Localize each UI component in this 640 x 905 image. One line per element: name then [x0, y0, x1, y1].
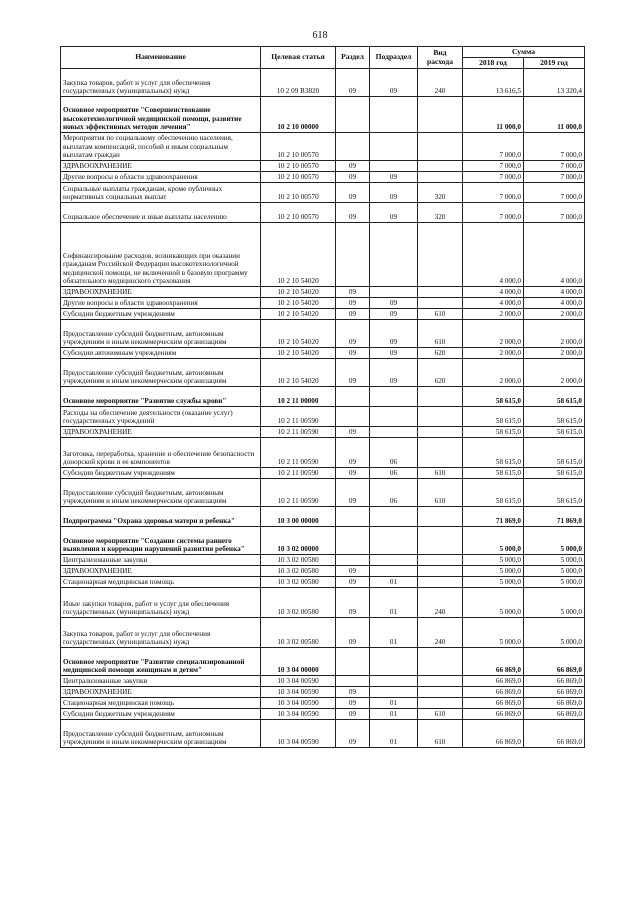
row-name: Субсидии бюджетным учреждениям — [61, 709, 261, 720]
row-section: 09 — [336, 287, 370, 298]
table-row — [61, 698, 585, 709]
row-type — [418, 298, 463, 309]
table-row — [61, 507, 585, 527]
row-target: 10 2 10 54020 — [261, 309, 336, 320]
row-section: 09 — [336, 479, 370, 507]
row-target: 10 3 04 00590 — [261, 698, 336, 709]
row-target: 10 3 02 00000 — [261, 527, 336, 555]
row-value-2018: 4 000,0 — [463, 298, 524, 309]
row-name: Социальное обеспечение и иные выплаты населению — [61, 203, 261, 223]
table-row — [61, 309, 585, 320]
row-type — [418, 698, 463, 709]
header-sum: Сумма — [463, 47, 585, 58]
row-name: Основное мероприятие "Развитие службы крови" — [61, 387, 261, 407]
row-target: 10 2 10 00570 — [261, 203, 336, 223]
row-subsection — [370, 287, 418, 298]
row-type: 610 — [418, 720, 463, 748]
row-target: 10 3 04 00590 — [261, 676, 336, 687]
row-subsection: 09 — [370, 183, 418, 203]
row-name: Закупка товаров, работ и услуг для обеспечения государственных (муниципальных) нужд — [61, 618, 261, 648]
row-value-2019: 7 000,0 — [524, 172, 585, 183]
row-target: 10 3 02 00580 — [261, 618, 336, 648]
row-name: Другие вопросы в области здравоохранения — [61, 172, 261, 183]
row-subsection — [370, 507, 418, 527]
row-value-2019: 58 615,0 — [524, 407, 585, 427]
row-subsection: 09 — [370, 348, 418, 359]
row-target: 10 3 02 00580 — [261, 577, 336, 588]
row-value-2019: 58 615,0 — [524, 387, 585, 407]
row-type — [418, 97, 463, 133]
row-section — [336, 507, 370, 527]
row-name: Стационарная медицинская помощь — [61, 577, 261, 588]
row-value-2019: 2 000,0 — [524, 348, 585, 359]
row-target: 10 3 04 00000 — [261, 648, 336, 676]
row-type — [418, 577, 463, 588]
row-value-2019: 5 000,0 — [524, 555, 585, 566]
row-subsection: 09 — [370, 298, 418, 309]
row-type — [418, 438, 463, 468]
row-section — [336, 387, 370, 407]
table-row — [61, 407, 585, 427]
row-section: 09 — [336, 687, 370, 698]
row-name: ЗДРАВООХРАНЕНИЕ — [61, 687, 261, 698]
row-value-2018: 58 615,0 — [463, 427, 524, 438]
row-target: 10 2 11 00590 — [261, 407, 336, 427]
row-subsection — [370, 566, 418, 577]
row-value-2018: 66 869,0 — [463, 648, 524, 676]
row-type — [418, 648, 463, 676]
table-row — [61, 223, 585, 287]
row-value-2018: 5 000,0 — [463, 555, 524, 566]
row-type: 620 — [418, 359, 463, 387]
row-value-2019: 71 869,0 — [524, 507, 585, 527]
row-value-2019: 2 000,0 — [524, 359, 585, 387]
row-subsection — [370, 648, 418, 676]
table-row — [61, 298, 585, 309]
row-target: 10 2 11 00000 — [261, 387, 336, 407]
row-type: 610 — [418, 309, 463, 320]
row-type — [418, 527, 463, 555]
row-value-2018: 58 615,0 — [463, 468, 524, 479]
row-subsection: 01 — [370, 698, 418, 709]
row-name: Заготовка, переработка, хранение и обеспечение безопасности донорской крови и ее компонентов — [61, 438, 261, 468]
row-value-2019: 5 000,0 — [524, 588, 585, 618]
row-subsection: 01 — [370, 709, 418, 720]
row-value-2019: 2 000,0 — [524, 309, 585, 320]
row-name: Субсидии автономным учреждениям — [61, 348, 261, 359]
row-section: 09 — [336, 161, 370, 172]
table-row — [61, 97, 585, 133]
row-value-2019: 66 869,0 — [524, 676, 585, 687]
table-row — [61, 676, 585, 687]
row-subsection: 01 — [370, 720, 418, 748]
row-name: Расходы на обеспечение деятельности (оказание услуг) государственных учреждений — [61, 407, 261, 427]
row-subsection — [370, 527, 418, 555]
row-value-2018: 66 869,0 — [463, 687, 524, 698]
row-name: Социальные выплаты гражданам, кроме публичных нормативных социальных выплат — [61, 183, 261, 203]
row-section — [336, 97, 370, 133]
row-value-2018: 66 869,0 — [463, 709, 524, 720]
row-value-2018: 11 000,0 — [463, 97, 524, 133]
row-value-2018: 5 000,0 — [463, 577, 524, 588]
table-row — [61, 527, 585, 555]
row-name: Софинансирование расходов, возникающих при оказании гражданам Российской Федерации высокотехнологичной медицинской помощи, не включенной в базовую программу обязательного медицинского страхования — [61, 223, 261, 287]
row-section: 09 — [336, 172, 370, 183]
row-value-2018: 5 000,0 — [463, 566, 524, 577]
row-type: 320 — [418, 183, 463, 203]
table-body — [61, 69, 585, 748]
row-section — [336, 676, 370, 687]
table-row — [61, 720, 585, 748]
row-value-2018: 2 000,0 — [463, 359, 524, 387]
table-row — [61, 161, 585, 172]
row-section: 09 — [336, 618, 370, 648]
row-value-2018: 7 000,0 — [463, 172, 524, 183]
row-value-2018: 66 869,0 — [463, 676, 524, 687]
row-section: 09 — [336, 359, 370, 387]
row-value-2019: 13 320,4 — [524, 69, 585, 97]
row-subsection: 01 — [370, 588, 418, 618]
header-name: Наименование — [61, 47, 261, 69]
row-type — [418, 407, 463, 427]
row-value-2018: 58 615,0 — [463, 438, 524, 468]
row-subsection: 09 — [370, 309, 418, 320]
row-type — [418, 133, 463, 161]
row-target: 10 2 10 54020 — [261, 298, 336, 309]
row-subsection: 09 — [370, 320, 418, 348]
table-row — [61, 427, 585, 438]
page-number: 618 — [312, 30, 328, 41]
row-subsection — [370, 687, 418, 698]
row-value-2018: 66 869,0 — [463, 698, 524, 709]
table-row — [61, 172, 585, 183]
header-type: Вид расхода — [418, 47, 463, 69]
table-row — [61, 577, 585, 588]
row-section — [336, 527, 370, 555]
row-name: Субсидии бюджетным учреждениям — [61, 468, 261, 479]
row-value-2018: 4 000,0 — [463, 287, 524, 298]
row-subsection: 01 — [370, 577, 418, 588]
row-name: Стационарная медицинская помощь — [61, 698, 261, 709]
table-row — [61, 468, 585, 479]
table-row — [61, 479, 585, 507]
row-subsection: 09 — [370, 69, 418, 97]
row-type: 620 — [418, 348, 463, 359]
row-subsection: 09 — [370, 172, 418, 183]
row-name: Основное мероприятие "Совершенствование высокотехнологичной медицинской помощи, развитие новых эффективных методов лечения" — [61, 97, 261, 133]
table-row — [61, 555, 585, 566]
table-row — [61, 648, 585, 676]
row-name: Предоставление субсидий бюджетным, автономным учреждениям и иным некоммерческим организациям — [61, 479, 261, 507]
row-value-2018: 5 000,0 — [463, 618, 524, 648]
row-value-2019: 66 869,0 — [524, 687, 585, 698]
row-subsection — [370, 427, 418, 438]
row-subsection — [370, 676, 418, 687]
row-value-2018: 7 000,0 — [463, 203, 524, 223]
row-type — [418, 566, 463, 577]
row-value-2019: 66 869,0 — [524, 720, 585, 748]
table-header — [61, 47, 585, 69]
table-row — [61, 287, 585, 298]
row-target: 10 2 10 00570 — [261, 133, 336, 161]
row-target: 10 2 09 R3820 — [261, 69, 336, 97]
row-value-2018: 13 616,5 — [463, 69, 524, 97]
row-value-2018: 7 000,0 — [463, 183, 524, 203]
row-value-2019: 7 000,0 — [524, 161, 585, 172]
row-target: 10 3 02 00580 — [261, 588, 336, 618]
row-type — [418, 555, 463, 566]
row-type — [418, 507, 463, 527]
row-target: 10 2 10 00570 — [261, 172, 336, 183]
row-name: Централизованные закупки — [61, 676, 261, 687]
row-value-2018: 66 869,0 — [463, 720, 524, 748]
header-subsection: Подраздел — [370, 47, 418, 69]
table-row — [61, 438, 585, 468]
row-type — [418, 676, 463, 687]
row-value-2019: 4 000,0 — [524, 223, 585, 287]
table-row — [61, 687, 585, 698]
row-value-2018: 2 000,0 — [463, 348, 524, 359]
row-subsection — [370, 161, 418, 172]
row-type — [418, 387, 463, 407]
row-section: 09 — [336, 348, 370, 359]
row-name: Основное мероприятие "Создание системы раннего выявления и коррекции нарушений развития ребенка" — [61, 527, 261, 555]
row-section — [336, 133, 370, 161]
row-type — [418, 161, 463, 172]
table-row — [61, 387, 585, 407]
row-type — [418, 427, 463, 438]
row-type: 610 — [418, 479, 463, 507]
row-value-2019: 5 000,0 — [524, 527, 585, 555]
row-target: 10 2 10 54020 — [261, 348, 336, 359]
row-target: 10 3 04 00590 — [261, 720, 336, 748]
row-subsection: 06 — [370, 479, 418, 507]
row-value-2019: 58 615,0 — [524, 438, 585, 468]
row-section: 09 — [336, 709, 370, 720]
row-value-2018: 5 000,0 — [463, 527, 524, 555]
row-target: 10 3 04 00590 — [261, 687, 336, 698]
row-target: 10 2 10 54020 — [261, 223, 336, 287]
row-value-2019: 58 615,0 — [524, 468, 585, 479]
row-name: ЗДРАВООХРАНЕНИЕ — [61, 566, 261, 577]
table-row — [61, 588, 585, 618]
header-2019: 2019 год — [524, 58, 585, 69]
row-value-2019: 58 615,0 — [524, 479, 585, 507]
row-value-2018: 2 000,0 — [463, 320, 524, 348]
row-value-2019: 66 869,0 — [524, 709, 585, 720]
row-value-2018: 7 000,0 — [463, 161, 524, 172]
row-section: 09 — [336, 566, 370, 577]
row-value-2019: 7 000,0 — [524, 183, 585, 203]
row-type — [418, 287, 463, 298]
row-subsection — [370, 223, 418, 287]
row-value-2019: 58 615,0 — [524, 427, 585, 438]
row-section: 09 — [336, 577, 370, 588]
row-target: 10 2 11 00590 — [261, 427, 336, 438]
row-target: 10 2 10 00570 — [261, 183, 336, 203]
row-value-2019: 5 000,0 — [524, 618, 585, 648]
row-value-2019: 7 000,0 — [524, 133, 585, 161]
row-target: 10 2 10 54020 — [261, 320, 336, 348]
row-subsection: 01 — [370, 618, 418, 648]
row-target: 10 2 11 00590 — [261, 468, 336, 479]
row-section: 09 — [336, 320, 370, 348]
row-section — [336, 555, 370, 566]
row-target: 10 3 02 00580 — [261, 566, 336, 577]
table-row — [61, 618, 585, 648]
row-section: 09 — [336, 720, 370, 748]
row-name: Мероприятия по социальному обеспечению населения, выплатам компенсаций, пособий и иным социальным выплатам граждан — [61, 133, 261, 161]
header-section: Раздел — [336, 47, 370, 69]
row-type — [418, 687, 463, 698]
row-value-2018: 58 615,0 — [463, 387, 524, 407]
row-subsection: 09 — [370, 359, 418, 387]
row-target: 10 2 11 00590 — [261, 479, 336, 507]
budget-table — [60, 46, 585, 748]
row-name: ЗДРАВООХРАНЕНИЕ — [61, 287, 261, 298]
table-row — [61, 183, 585, 203]
row-section: 09 — [336, 309, 370, 320]
row-name: Централизованные закупки — [61, 555, 261, 566]
row-name: Другие вопросы в области здравоохранения — [61, 298, 261, 309]
row-value-2019: 4 000,0 — [524, 298, 585, 309]
row-section — [336, 648, 370, 676]
row-value-2018: 58 615,0 — [463, 407, 524, 427]
row-section — [336, 223, 370, 287]
row-value-2018: 5 000,0 — [463, 588, 524, 618]
row-type: 610 — [418, 709, 463, 720]
row-name: Предоставление субсидий бюджетным, автономным учреждениям и иным некоммерческим организациям — [61, 320, 261, 348]
row-type: 610 — [418, 468, 463, 479]
row-value-2018: 2 000,0 — [463, 309, 524, 320]
table-row — [61, 203, 585, 223]
row-subsection — [370, 387, 418, 407]
row-name: ЗДРАВООХРАНЕНИЕ — [61, 161, 261, 172]
row-type — [418, 223, 463, 287]
row-section — [336, 407, 370, 427]
row-subsection — [370, 97, 418, 133]
table-row — [61, 348, 585, 359]
row-subsection: 06 — [370, 468, 418, 479]
row-section: 09 — [336, 298, 370, 309]
row-name: Субсидии бюджетным учреждениям — [61, 309, 261, 320]
row-section: 09 — [336, 698, 370, 709]
row-section: 09 — [336, 427, 370, 438]
row-section: 09 — [336, 588, 370, 618]
row-name: Иные закупки товаров, работ и услуг для обеспечения государственных (муниципальных) нужд — [61, 588, 261, 618]
header-target: Целевая статья — [261, 47, 336, 69]
row-type: 240 — [418, 588, 463, 618]
table-row — [61, 359, 585, 387]
table-row — [61, 69, 585, 97]
row-section: 09 — [336, 69, 370, 97]
table-row — [61, 566, 585, 577]
row-name: Предоставление субсидий бюджетным, автономным учреждениям и иным некоммерческим организациям — [61, 720, 261, 748]
row-type: 240 — [418, 69, 463, 97]
table-row — [61, 133, 585, 161]
table-row — [61, 320, 585, 348]
row-type: 240 — [418, 618, 463, 648]
row-section: 09 — [336, 203, 370, 223]
row-name: ЗДРАВООХРАНЕНИЕ — [61, 427, 261, 438]
row-section: 09 — [336, 438, 370, 468]
row-subsection — [370, 133, 418, 161]
row-value-2019: 11 000,0 — [524, 97, 585, 133]
row-target: 10 2 10 00000 — [261, 97, 336, 133]
row-target: 10 2 10 54020 — [261, 359, 336, 387]
row-value-2019: 7 000,0 — [524, 203, 585, 223]
row-section: 09 — [336, 468, 370, 479]
row-value-2018: 7 000,0 — [463, 133, 524, 161]
row-type: 320 — [418, 203, 463, 223]
row-target: 10 2 11 00590 — [261, 438, 336, 468]
row-value-2019: 66 869,0 — [524, 648, 585, 676]
row-name: Предоставление субсидий бюджетным, автономным учреждениям и иным некоммерческим организациям — [61, 359, 261, 387]
row-type: 610 — [418, 320, 463, 348]
row-target: 10 3 04 00590 — [261, 709, 336, 720]
row-name: Закупка товаров, работ и услуг для обеспечения государственных (муниципальных) нужд — [61, 69, 261, 97]
row-value-2019: 66 869,0 — [524, 698, 585, 709]
row-value-2019: 5 000,0 — [524, 566, 585, 577]
row-subsection — [370, 407, 418, 427]
row-value-2018: 71 869,0 — [463, 507, 524, 527]
row-target: 10 2 10 54020 — [261, 287, 336, 298]
table-row — [61, 709, 585, 720]
row-section: 09 — [336, 183, 370, 203]
row-value-2019: 2 000,0 — [524, 320, 585, 348]
row-name: Основное мероприятие "Развитие специализированной медицинской помощи женщинам и детям" — [61, 648, 261, 676]
row-value-2018: 58 615,0 — [463, 479, 524, 507]
row-name: Подпрограмма "Охрана здоровья матери и ребенка" — [61, 507, 261, 527]
row-target: 10 2 10 00570 — [261, 161, 336, 172]
row-type — [418, 172, 463, 183]
row-target: 10 3 00 00000 — [261, 507, 336, 527]
header-2018: 2018 год — [463, 58, 524, 69]
row-subsection — [370, 555, 418, 566]
row-subsection: 09 — [370, 203, 418, 223]
row-subsection: 06 — [370, 438, 418, 468]
row-value-2019: 5 000,0 — [524, 577, 585, 588]
row-value-2019: 4 000,0 — [524, 287, 585, 298]
row-value-2018: 4 000,0 — [463, 223, 524, 287]
row-target: 10 3 02 00580 — [261, 555, 336, 566]
